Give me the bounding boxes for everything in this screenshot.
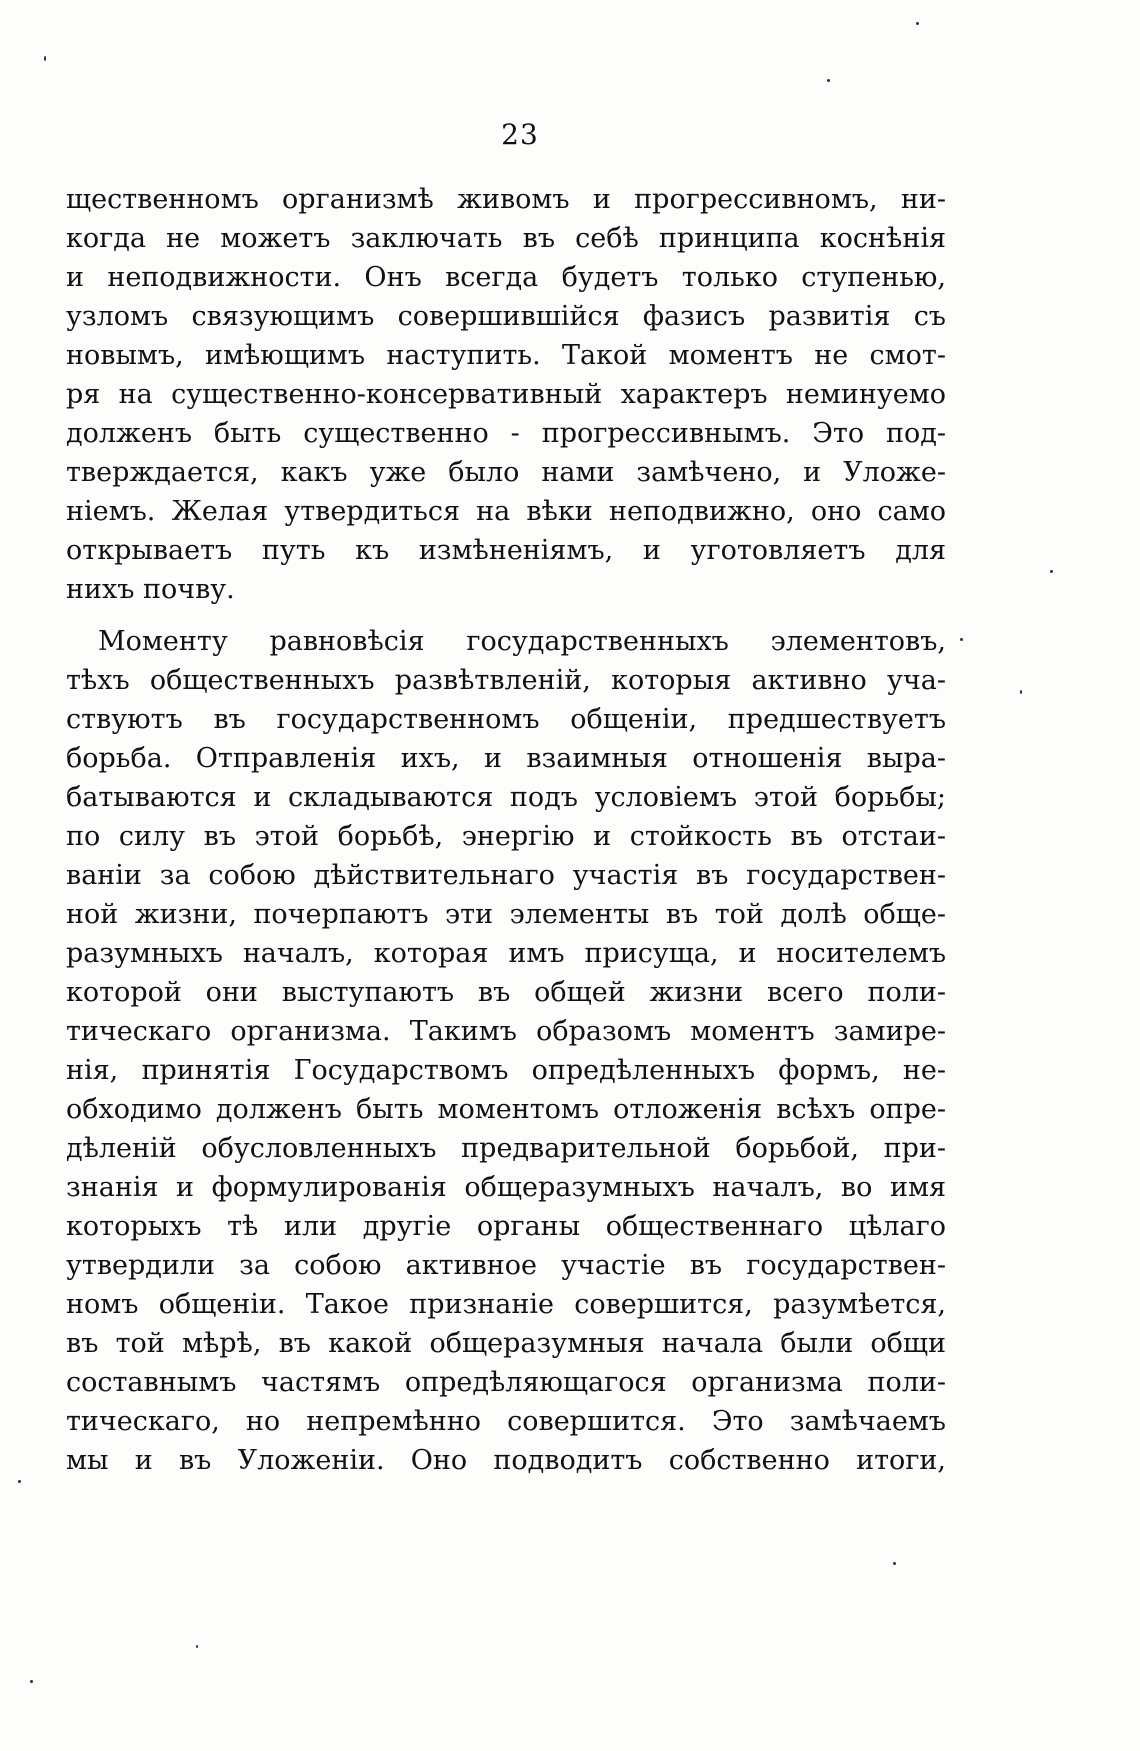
text-line: утвердили за собою активное участіе въ государствен- — [66, 1250, 946, 1281]
text-line: тѣхъ общественныхъ развѣтвленій, которыя активно уча- — [66, 665, 946, 696]
text-line: мы и въ Уложеніи. Оно подводитъ собственно итоги, — [66, 1445, 946, 1476]
text-line: знанія и формулированія общеразумныхъ началъ, во имя — [66, 1172, 946, 1203]
text-line: батываются и складываются подъ условіемъ этой борьбы; — [66, 782, 946, 813]
text-line: ваніи за собою дѣйствительнаго участія въ государствен- — [66, 860, 946, 891]
text-line: и неподвижности. Онъ всегда будетъ только ступенью, — [66, 262, 946, 293]
text-line: обходимо долженъ быть моментомъ отложенія всѣхъ опре- — [66, 1094, 946, 1125]
text-line: Моменту равновѣсія государственныхъ элементовъ, — [98, 626, 946, 657]
text-line: ной жизни, почерпаютъ эти элементы въ той долѣ обще- — [66, 899, 946, 930]
scan-speck — [196, 1645, 198, 1648]
text-line: борьба. Отправленія ихъ, и взаимныя отношенія выра- — [66, 743, 946, 774]
scan-speck — [916, 22, 919, 25]
text-line: составнымъ частямъ опредѣляющагося организма поли- — [66, 1367, 946, 1398]
text-line: тверждается, какъ уже было нами замѣчено, и Уложе- — [66, 457, 946, 488]
text-line: ніемъ. Желая утвердиться на вѣки неподвижно, оно само — [66, 496, 946, 527]
text-line: дѣленій обусловленныхъ предварительной борьбой, при- — [66, 1133, 946, 1164]
text-line: щественномъ организмѣ живомъ и прогрессивномъ, ни- — [66, 184, 946, 215]
scan-speck — [893, 1562, 896, 1565]
scan-speck — [44, 56, 46, 61]
scan-speck — [827, 79, 830, 82]
text-line: которой они выступаютъ въ общей жизни всего поли- — [66, 977, 946, 1008]
scan-speck — [1020, 690, 1022, 694]
text-line: открываетъ путь къ измѣненіямъ, и уготовляетъ для — [66, 535, 946, 566]
text-line: новымъ, имѣющимъ наступить. Такой моментъ не смот- — [66, 340, 946, 371]
page-number: 23 — [501, 118, 539, 151]
text-line: тическаго организма. Такимъ образомъ моментъ замире- — [66, 1016, 946, 1047]
text-line: разумныхъ началъ, которая имъ присуща, и носителемъ — [66, 938, 946, 969]
text-line: въ той мѣрѣ, въ какой общеразумныя начала были общи — [66, 1328, 946, 1359]
scan-speck — [1050, 570, 1053, 573]
text-line: тическаго, но непремѣнно совершится. Это замѣчаемъ — [66, 1406, 946, 1437]
text-line: которыхъ тѣ или другіе органы общественнаго цѣлаго — [66, 1211, 946, 1242]
text-line: долженъ быть существенно - прогрессивнымъ. Это под- — [66, 418, 946, 449]
text-line: узломъ связующимъ совершившійся фазисъ развитія съ — [66, 301, 946, 332]
text-line: ря на существенно-консервативный характеръ неминуемо — [66, 379, 946, 410]
text-line: ствуютъ въ государственномъ общеніи, предшествуетъ — [66, 704, 946, 735]
scan-speck — [18, 1480, 21, 1483]
text-line: нія, принятія Государствомъ опредѣленныхъ формъ, не- — [66, 1055, 946, 1086]
text-line: номъ общеніи. Такое признаніе совершится, разумѣется, — [66, 1289, 946, 1320]
text-line: нихъ почву. — [66, 574, 235, 605]
text-line: когда не можетъ заключать въ себѣ принципа коснѣнія — [66, 223, 946, 254]
scan-speck — [30, 1680, 33, 1683]
scan-speck — [960, 638, 963, 641]
text-line: по силу въ этой борьбѣ, энергію и стойкость въ отстаи- — [66, 821, 946, 852]
